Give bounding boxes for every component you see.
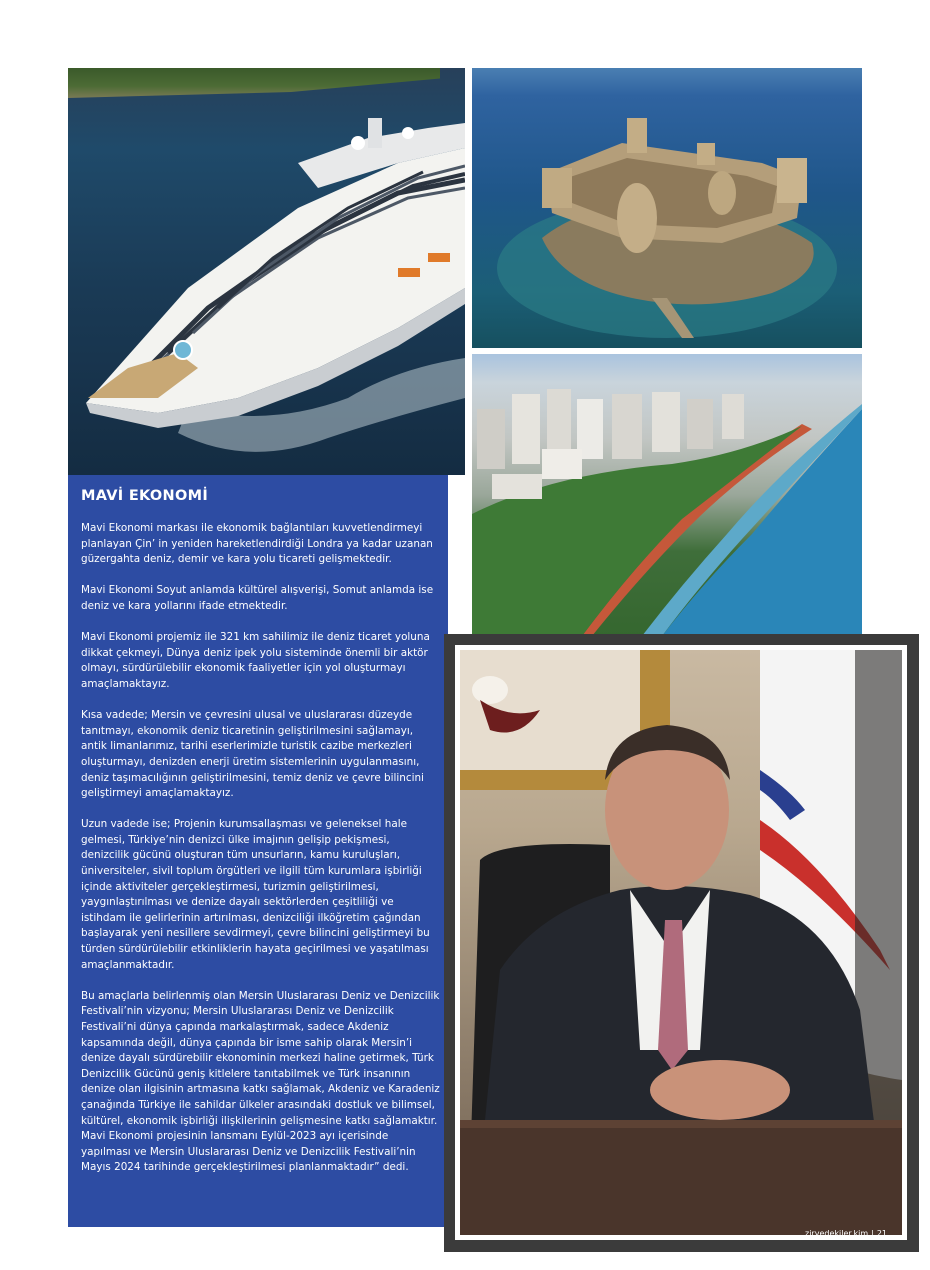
paragraph-5: Uzun vadede ise; Projenin kurumsallaşması ve geleneksel hale gelmesi, Türkiye’nin denizci ülke imajının gelişip pekişmesi, denizcilik gücünü oluşturan tüm unsurların, kamu kuruluşları, üniversiteler, sivil toplum örgütleri ve ilgili tüm kurumlara işbirliği içinde aktiviteler gerçekleştirmesi, turizmin geliştirilmesi, yaygınlaştırılması ve denize dayalı sektörlerden çeşitliliği ve istihdam ile gelirlerinin artırılması, denizciliği ilköğretim çağından başlayarak yeni nesillere sevdirmeyi, çevre bilincini geliştirmeyi bu türden sürdürülebilir etkinliklerin hayata geçirilmesi ve yaşatılması amaçlanmaktadır. [81, 818, 430, 971]
paragraph-6: Bu amaçlarla belirlenmiş olan Mersin Uluslararası Deniz ve Denizcilik Festivali’nin vizyonu; Mersin Uluslararası Deniz ve Denizcilik Festivali’ni dünya çapında markalaştırmak, sadece Akdeniz kapsamında değil, dünya çapında bir isme sahip olarak Mersin’i denize dayalı sürdürebilir ekonominin merkezi haline getirmek, Türk Denizcilik Gücünü geniş kitlelere tanıtabilmek ve Türk insanının denize olan ilgisinin artmasına katkı sağlamak, Akdeniz ve Karadeniz çanağında Türkiye ile sahildar ülkeler arasındaki dostluk ve bilimsel, kültürel, ekonomik işbirliği ilişkilerinin gelişmesine katkı sağlamaktır. Mavi Ekonomi projesinin lansmanı Eylül-2023 ayı içerisinde yapılması ve Mersin Uluslararası Deniz ve Denizcilik Festivali’nin Mayıs 2024 tarihinde gerçekleştirilmesi planlanmaktadır” dedi. [81, 989, 440, 1174]
footer-site: zirvedekiler.kim [805, 1229, 869, 1238]
article-panel [68, 475, 448, 1227]
footer-separator: | [871, 1229, 874, 1238]
portrait-illustration [460, 650, 902, 1235]
paragraph-4: Kısa vadede; Mersin ve çevresini ulusal ve uluslararası düzeyde tanıtmayı, ekonomik deniz ticaretinin geliştirilmesini sağlamayı, antik limanlarımız, tarihi eserlerimizle turistik cazibe merkezleri oluşturmayı, denizden enerji üretim sistemlerinin uygulanmasını, deniz taşımacılığının geliştirilmesini, temiz deniz ve çevre bilincini geliştirmeyi amaçlamaktayız. [81, 709, 424, 800]
page-footer [805, 1229, 887, 1238]
portrait-photo [455, 645, 907, 1240]
paragraph-2: Mavi Ekonomi Soyut anlamda kültürel alışverişi, Somut anlamda ise deniz ve kara yollarını ifade etmektedir. [81, 584, 434, 612]
coastline-city-photo [472, 354, 862, 636]
paragraph-3: Mavi Ekonomi projemiz ile 321 km sahilimiz ile deniz ticaret yoluna dikkat çekmeyi, Dünya deniz ipek yolu sisteminde önemli bir aktör olmayı, sürdürülebilir ekonomik faaliyetler için yol oluşturmayı amaçlamaktayız. [81, 631, 430, 690]
castle-illustration [472, 68, 862, 348]
sea-castle-photo [472, 68, 862, 348]
cruise-ship-photo [68, 68, 465, 475]
paragraph-1: Mavi Ekonomi markası ile ekonomik bağlantıları kuvvetlendirmeyi planlayan Çin’ in yeniden hareketlendirdiği Londra ya kadar uzanan güzergahta deniz, demir ve kara yolu ticareti gelişmektedir. [81, 522, 433, 566]
cruise-ship-illustration [68, 68, 465, 475]
section-title: MAVİ EKONOMİ [81, 488, 209, 504]
page-number: 21 [876, 1229, 888, 1238]
coastline-illustration [472, 354, 862, 636]
